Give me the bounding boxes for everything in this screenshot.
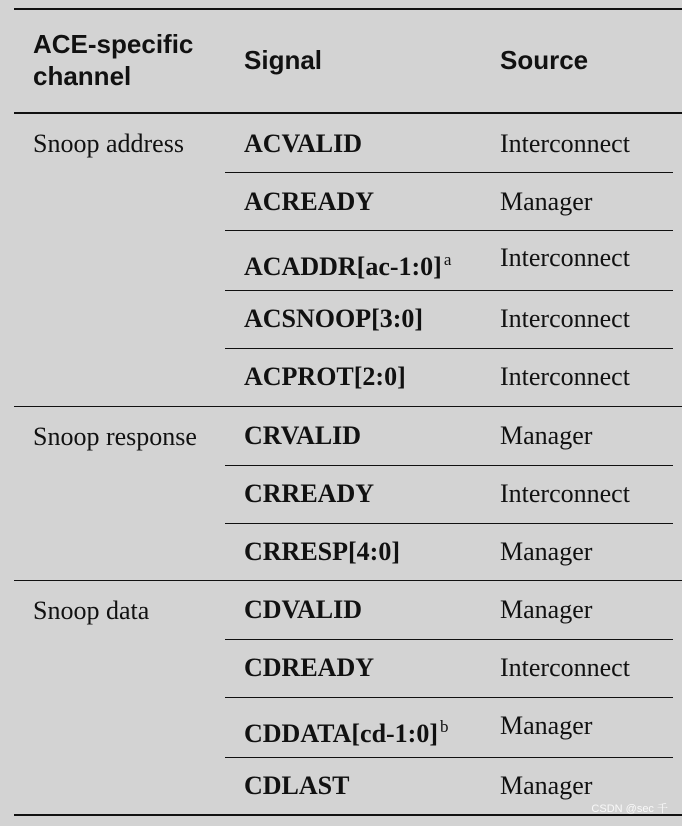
- group-snoop-address: [14, 114, 682, 406]
- table-row: [225, 639, 673, 698]
- signal-source: Interconnect: [500, 362, 630, 391]
- signal-source: Manager: [500, 595, 593, 624]
- table-row: [225, 114, 673, 172]
- signal-source: Manager: [500, 711, 593, 740]
- header-source: Source: [500, 45, 589, 75]
- table-row: [225, 697, 673, 758]
- channel-label: Snoop response: [33, 422, 197, 451]
- signal-source: Interconnect: [500, 129, 630, 158]
- watermark: CSDN @sec 千: [591, 803, 668, 815]
- signal-name: ACREADY: [244, 187, 374, 216]
- signal-source: Interconnect: [500, 653, 630, 682]
- signal-name: ACVALID: [244, 129, 362, 158]
- signal-name: CDREADY: [244, 653, 374, 682]
- table-row: [225, 465, 673, 524]
- table-row: [225, 407, 673, 465]
- signal-name: ACADDR[ac-1:0] $^a$: [244, 250, 452, 281]
- table-row: [225, 523, 673, 582]
- signal-name: CDVALID: [244, 595, 362, 624]
- ace-signal-table: [14, 8, 682, 816]
- group-snoop-response: [14, 406, 682, 581]
- channel-label: Snoop data: [33, 596, 150, 625]
- signal-name: CDLAST: [244, 771, 350, 800]
- signal-source: Interconnect: [500, 243, 630, 272]
- footnote-marker: a: [443, 250, 452, 269]
- table-row: [225, 290, 673, 349]
- table-row: [225, 230, 673, 291]
- signal-source: Manager: [500, 537, 593, 566]
- signal-source: Manager: [500, 421, 593, 450]
- signal-name: CRVALID: [244, 421, 362, 450]
- signal-name: CRRESP[4:0]: [244, 537, 400, 566]
- header-channel-line1: ACE-specific: [33, 29, 194, 59]
- signal-name: CDDATA[cd-1:0] $^b$: [244, 717, 449, 748]
- signal-name: ACPROT[2:0]: [244, 362, 406, 391]
- table-bottom-rule: [14, 814, 682, 816]
- table-header: [14, 10, 682, 112]
- footnote-marker: b: [440, 717, 449, 736]
- signal-source: Manager: [500, 187, 593, 216]
- group-snoop-data: [14, 580, 682, 815]
- table-row: [225, 172, 673, 231]
- header-signal: Signal: [244, 45, 323, 75]
- signal-name: CRREADY: [244, 479, 374, 508]
- header-channel-line2: channel: [33, 61, 132, 91]
- header-channel: [33, 28, 193, 92]
- signal-source: Interconnect: [500, 304, 630, 333]
- channel-label: Snoop address: [33, 129, 184, 158]
- table-row: [225, 348, 673, 407]
- signal-source: Manager: [500, 771, 593, 800]
- table-row: [225, 581, 673, 639]
- signal-name: ACSNOOP[3:0]: [244, 304, 424, 333]
- signal-source: Interconnect: [500, 479, 630, 508]
